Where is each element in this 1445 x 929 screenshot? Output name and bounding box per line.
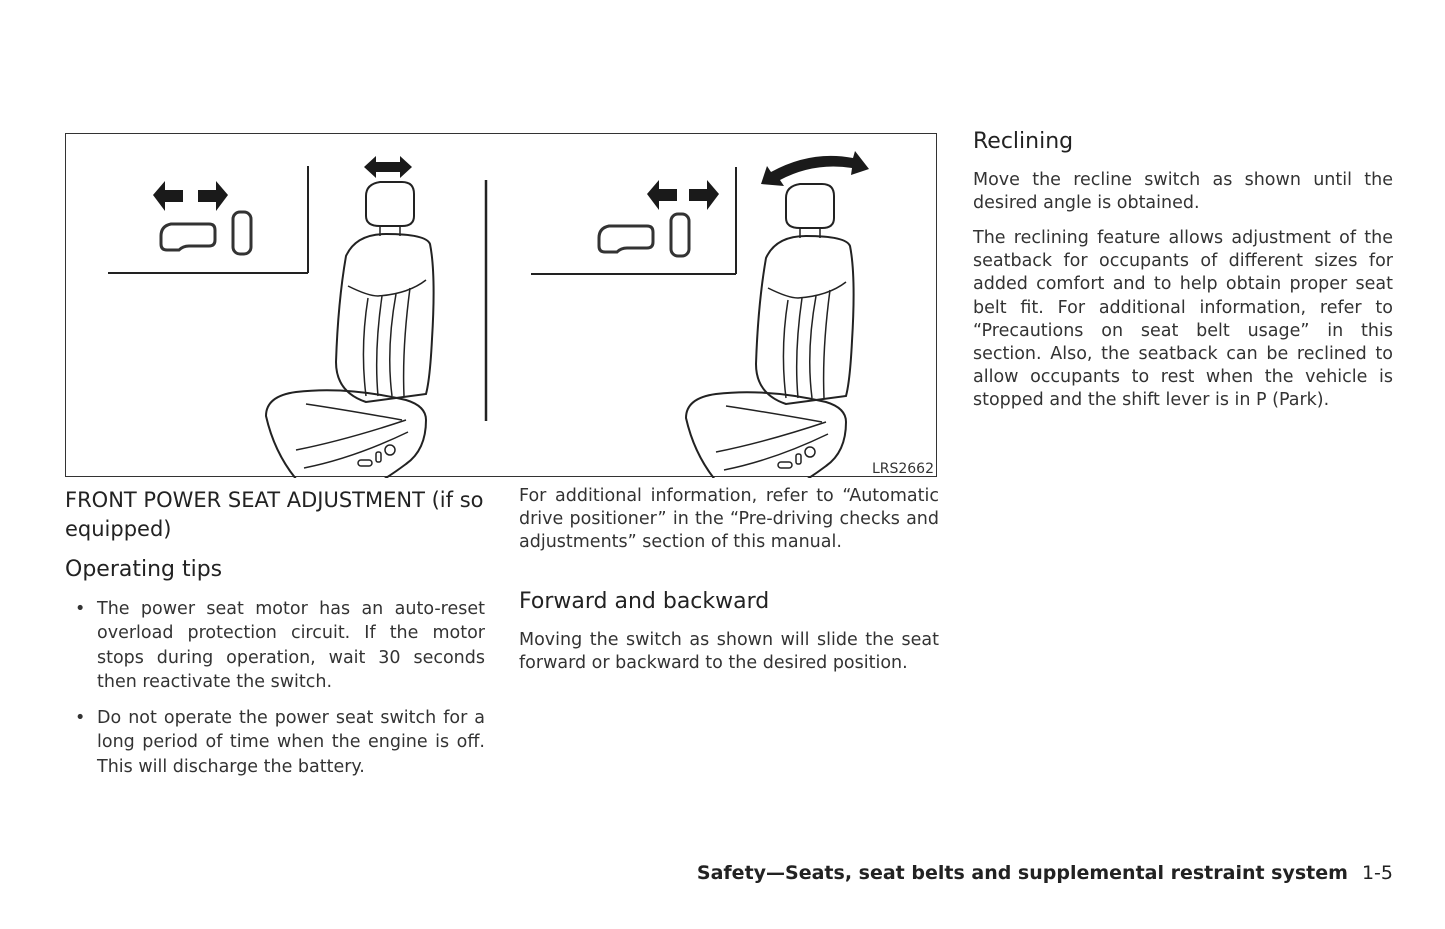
operating-tips-list: [65, 597, 485, 791]
bullet-icon: •: [75, 708, 86, 729]
list-item: [65, 597, 485, 694]
seat-illustration: [66, 134, 938, 478]
reclining-paragraph-1: Move the recline switch as shown until the desired angle is obtained.: [973, 170, 1393, 214]
bullet-icon: •: [75, 599, 86, 619]
right-panel: [531, 151, 869, 478]
arrow-right-icon: [689, 180, 719, 210]
operating-tips-heading: Operating tips: [65, 557, 223, 582]
figure-id-label: LRS2662: [871, 461, 934, 477]
arrow-right-icon: [198, 181, 228, 211]
forward-backward-paragraph: Moving the switch as shown will slide the seat forward or backward to the desired position.: [519, 630, 939, 674]
arrow-left-icon: [153, 181, 183, 211]
section-title: FRONT POWER SEAT ADJUSTMENT (if so equipped): [65, 488, 484, 541]
seat-adjustment-figure: [65, 133, 937, 477]
list-item-text: Do not operate the power seat switch for a long period of time when the engine is off. This will discharge the battery.: [97, 708, 485, 777]
list-item-text: The power seat motor has an auto-reset overload protection circuit. If the motor stops during operation, wait 30 seconds then reactivate the switch.: [97, 599, 485, 692]
reclining-heading: Reclining: [973, 129, 1074, 154]
list-item: [65, 706, 485, 779]
left-panel: [108, 156, 486, 478]
arrow-left-icon: [647, 180, 677, 210]
curved-arrow-icon: [761, 151, 869, 186]
double-arrow-icon: [364, 156, 412, 178]
page-number: 1-5: [1361, 862, 1393, 884]
page-footer: [697, 862, 1393, 884]
reclining-paragraph-2: The reclining feature allows adjustment of the seatback for occupants of different sizes for added comfort and to help obtain proper seat belt fit. For additional information, refer to “Precautions on seat belt usage” in this section. Also, the seatback can be reclined to allow occupants to rest when the vehicle is stopped and the shift lever is in P (Park).: [973, 228, 1393, 411]
additional-info-paragraph: For additional information, refer to “Automatic drive positioner” in the “Pre-driving checks and adjustments” section of this manual.: [519, 486, 939, 553]
footer-section-title: Safety—Seats, seat belts and supplemental restraint system: [696, 862, 1348, 884]
forward-backward-heading: Forward and backward: [519, 589, 770, 614]
